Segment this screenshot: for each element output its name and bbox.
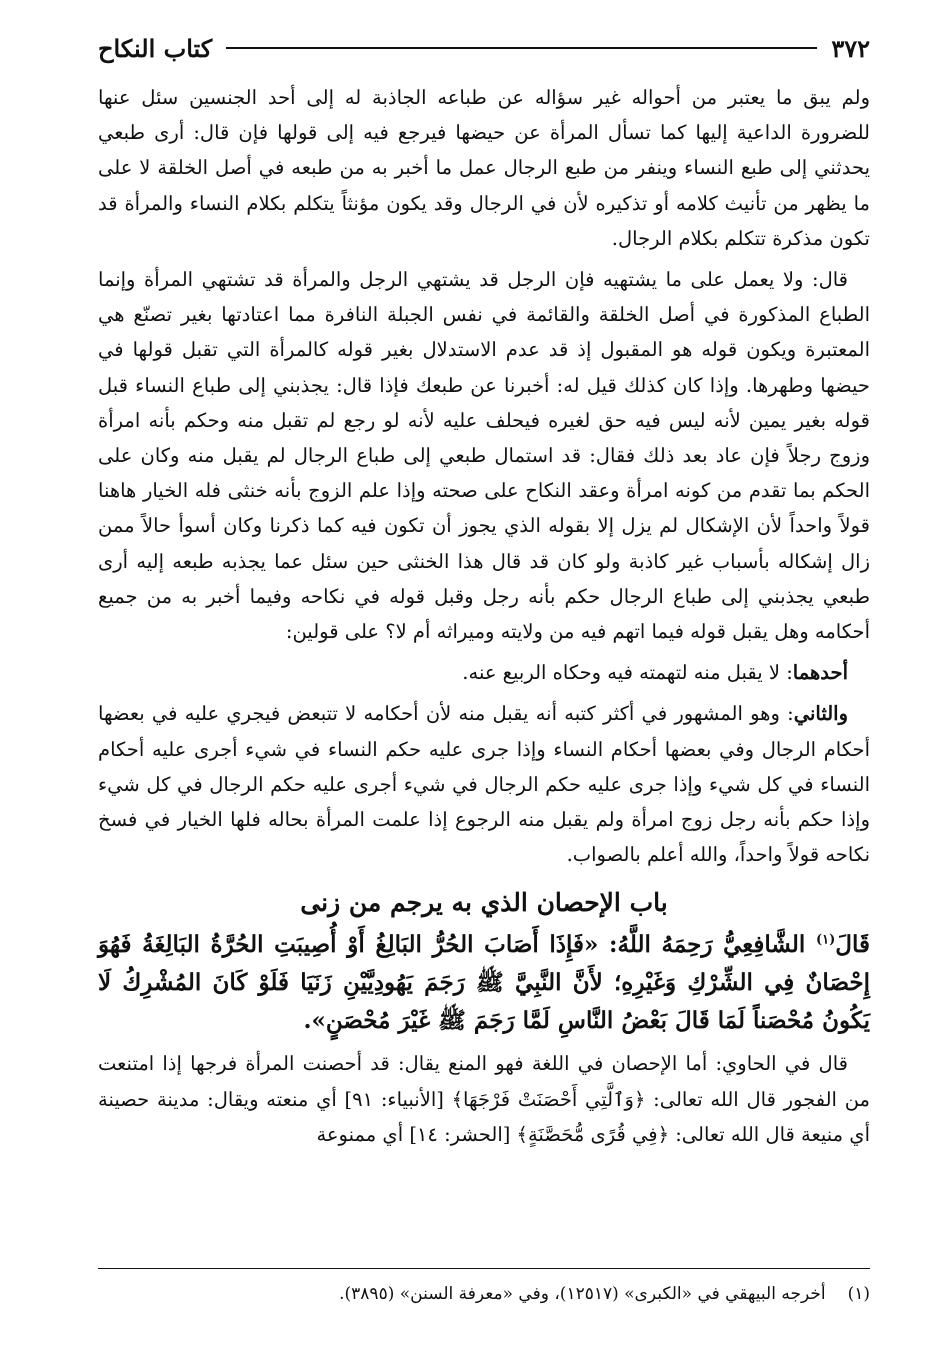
- footnote-marker: (١): [815, 932, 836, 948]
- quote-body: الشَّافِعِيُّ رَحِمَهُ اللَّهُ: «فَإِذَا أَصَابَ الحُرُّ البَالِغُ أَوْ أُصِيبَتِ الحُرَّةُ البَالِغَةُ فَهُوَ إِحْصَانٌ فِي الشِّرْكِ وَغَيْرِهِ؛ لأَنَّ النَّبِيَّ ﷺ رَجَمَ يَهُودِيَّيْنِ زَنَيَا فَلَوْ كَانَ المُشْرِكُ لَا يَكُونُ مُحْصَناً لَمَا قَالَ بَعْضُ النَّاسِ لَمَّا رَجَمَ ﷺ غَيْرَ مُحْصَنٍ».: [98, 931, 870, 1035]
- footnote-text: أخرجه البيهقي في «الكبرى» (١٢٥١٧)، وفي «معرفة السنن» (٣٨٩٥).: [339, 1284, 826, 1304]
- hawi-paragraph: قال في الحاوي: أما الإحصان في اللغة فهو المنع يقال: قد أحصنت المرأة فرجها إذا امتنعت من الفجور قال الله تعالى: ﴿وَٱلَّتِي أَحْصَنَتْ فَرْجَهَا﴾ [الأنبياء: ٩١] أي منعته ويقال: مدينة حصينة أي منيعة قال الله تعالى: ﴿فِي قُرًى مُّحَصَّنَةٍ﴾ [الحشر: ١٤] أي ممنوعة: [98, 1052, 870, 1146]
- shafii-quote: [98, 926, 870, 1040]
- running-header: [98, 28, 870, 68]
- first-opinion-text: : لا يقبل منه لتهمته فيه وحكاه الربيع عنه.: [462, 661, 793, 685]
- paragraph-4: [98, 696, 870, 872]
- second-opinion-term: والثاني: [793, 702, 848, 726]
- footnote-number: (١): [847, 1284, 870, 1304]
- first-opinion-term: أحدهما: [792, 661, 848, 685]
- body-text: [98, 80, 870, 1152]
- header-rule: [226, 47, 817, 49]
- paragraph-2: قال: ولا يعمل على ما يشتهيه فإن الرجل قد يشتهي الرجل والمرأة قد تشتهي المرأة وإنما الطباع المذكورة في أصل الخلقة والقائمة في نفس الجبلة النافرة مما اعتادتها بغير تصنّع هي المعتبرة ويكون قوله هو المقبول إذ قد عدم الاستدلال بغير قوله كالمرأة التي تقبل قولها في حيضها وطهرها. وإذا كان كذلك قيل له: أخبرنا عن طبعك فإذا قال: يجذبني إلى طباع النساء قبل قوله بغير يمين لأنه ليس فيه حق لغيره فيحلف عليه لأنه لو رجع لم تقبل منه وحكم بأنه امرأة وزوج رجلاً فإن عاد بعد ذلك فقال: قد استمال طبعي إلى طباع الرجال لم يقبل منه وكان على الحكم بما تقدم من كونه امرأة وعقد النكاح على صحته وإذا علم الزوج بأنه خنثى فله الخيار هاهنا قولاً واحداً لأن الإشكال لم يزل إلا بقوله الذي يجوز أن تكون فيه كما ذكرنا وكان أسوأ حالاً ممن زال إشكاله بأسباب غير كاذبة ولو كان قد قال هذا الخنثى حين سئل عما يجذبه طبعه إليه أرى طبعي يجذبني إلى طباع الرجال حكم بأنه رجل وقبل قوله في نكاحه وفيما أخبر به من جميع أحكامه وهل يقبل قوله فيما اتهم فيه من ولايته وميراثه أم لا؟ على قولين:: [98, 268, 870, 644]
- paragraph-1: ولم يبق ما يعتبر من أحواله غير سؤاله عن طباعه الجاذبة له إلى أحد الجنسين سئل عنها للضرورة الداعية إليها كما تسأل المرأة عن حيضها فيرجع فيه إلى قولها فإن قال: أرى طبعي يحدثني إلى طبع النساء وينفر من طبع الرجال عمل ما أخبر به من طبعه في أصل الخلقة لا على ما يظهر من تأنيث كلامه أو تذكيره لأن في الرجال وقد يكون مؤنثاً يتكلم بكلام النساء والمرأة قد تكون مذكرة تتكلم بكلام الرجال.: [98, 86, 870, 250]
- footnote-rule: [98, 1268, 870, 1269]
- second-opinion-text: : وهو المشهور في أكثر كتبه أنه يقبل منه لأن أحكامه لا تتبعض فيجري عليه في بعضها أحكام الرجال وفي بعضها أحكام النساء وإذا جرى عليه حكم النساء في شيء أجرى عليه أحكام النساء في كل شيء وإذا جرى عليه حكم الرجال في شيء أجرى عليه حكم الرجال في كل شيء وإذا حكم بأنه رجل زوج امرأة ولم يقبل منه الرجوع إذا علمت المرأة بحاله فلها الخيار في فسخ نكاحه قولاً واحداً، والله أعلم بالصواب.: [98, 702, 870, 867]
- page-number: ٣٧٢: [831, 33, 870, 63]
- quote-lead: قَالَ: [835, 931, 870, 959]
- paragraph-3: [98, 655, 870, 690]
- section-heading: باب الإحصان الذي به يرجم من زنى: [300, 888, 668, 918]
- footnote: [98, 1280, 870, 1308]
- book-title: كتاب النكاح: [98, 33, 213, 63]
